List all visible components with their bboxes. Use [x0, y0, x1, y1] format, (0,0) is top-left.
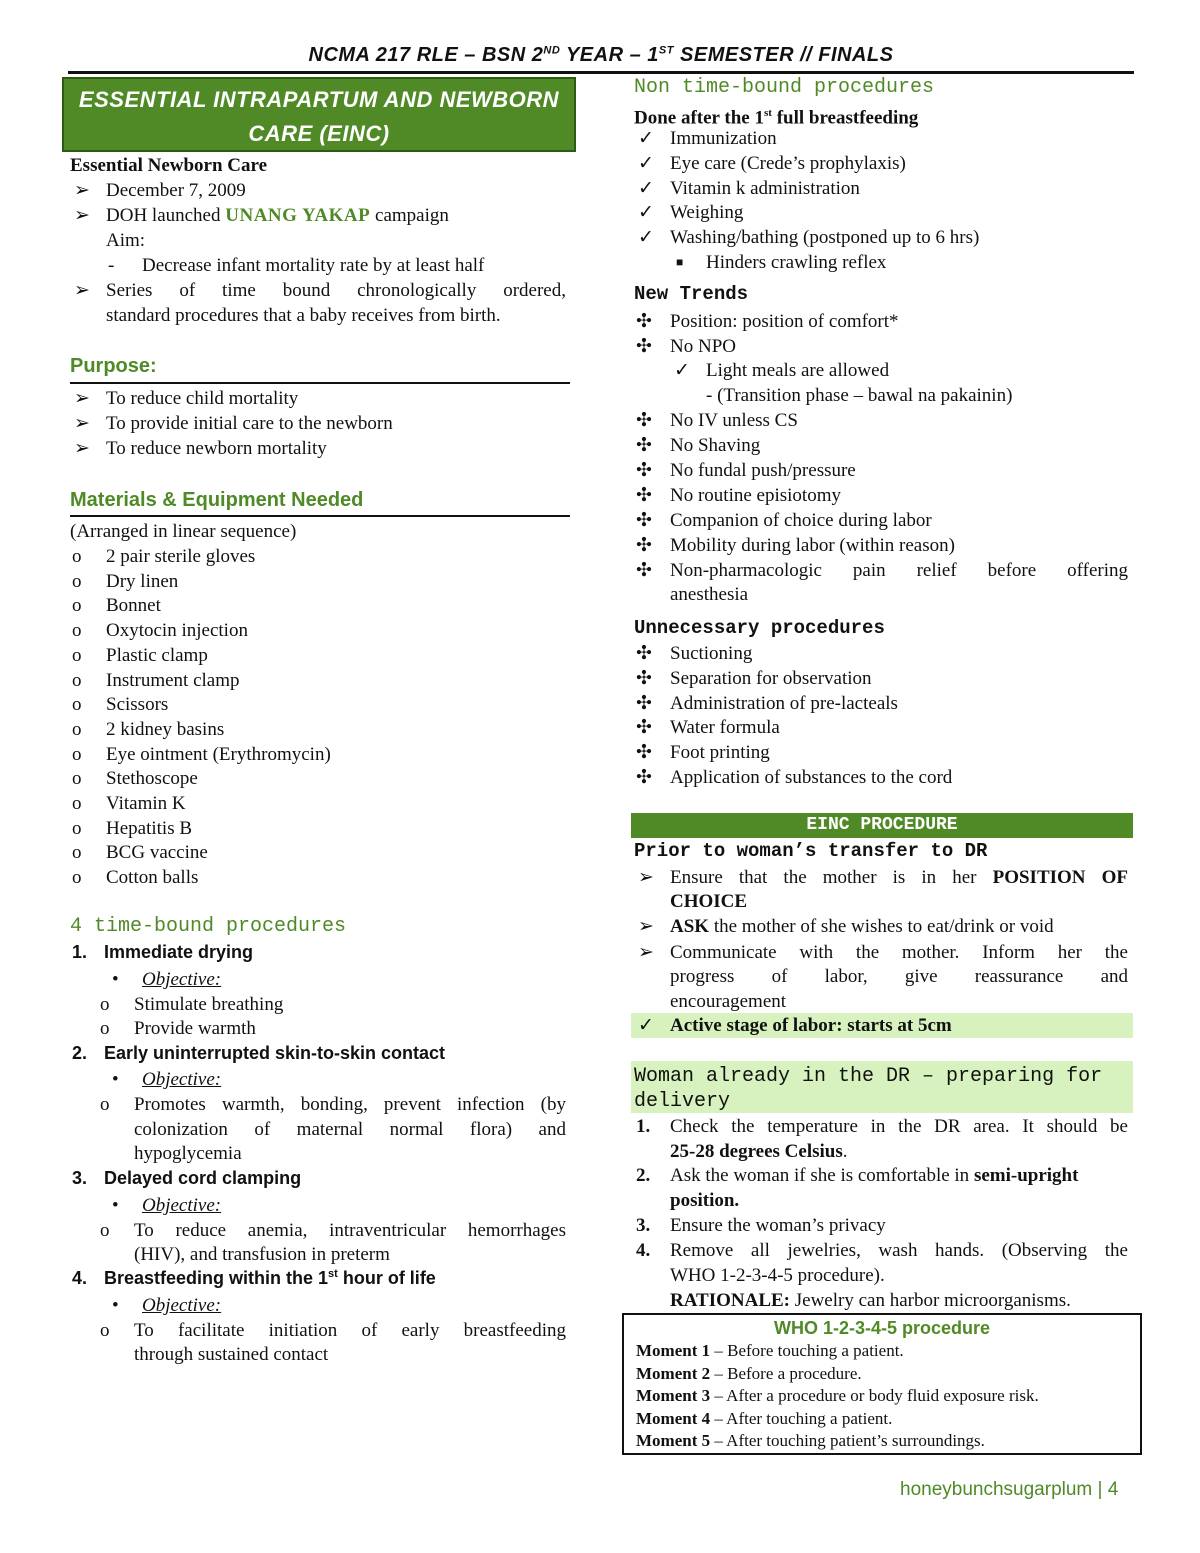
tb4-l1: To facilitate initiation of early breastfeeding — [134, 1320, 566, 1341]
trend-item: No IV unless CS — [670, 410, 798, 431]
disc-icon: • — [112, 969, 119, 990]
arrow-icon: ➢ — [74, 280, 90, 301]
material-item: Scissors — [106, 694, 169, 716]
circle-icon: o — [72, 694, 82, 716]
step-num: 1. — [636, 1116, 651, 1137]
unnecessary-item: Administration of pre-lacteals — [670, 692, 898, 714]
materials-heading: Materials & Equipment Needed — [70, 489, 364, 511]
material-item: Instrument clamp — [106, 669, 240, 691]
step-num: 4. — [636, 1240, 651, 1261]
circle-icon: o — [72, 669, 82, 691]
material-item: Oxytocin injection — [106, 620, 248, 642]
arrow-icon: ➢ — [74, 205, 90, 226]
header-rule — [68, 71, 1134, 74]
nontime-subitem: Hinders crawling reflex — [706, 252, 887, 273]
materials-rule — [70, 515, 570, 517]
circle-icon: o — [100, 1220, 110, 1241]
check-icon: ✓ — [638, 227, 654, 249]
prior-heading: Prior to woman’s transfer to DR — [634, 840, 988, 862]
trends-nonpharm-1: Non-pharmacologic pain relief before offering — [670, 560, 1128, 581]
enc-heading: Essential Newborn Care — [70, 155, 268, 176]
tb3-objective: Objective: — [142, 1195, 222, 1216]
tb2-objective: Objective: — [142, 1069, 222, 1090]
diamond-icon: ✣ — [636, 560, 652, 581]
who-title: WHO 1-2-3-4-5 procedure — [773, 1318, 991, 1338]
enc-launch: DOH launched UNANG YAKAP campaign — [106, 205, 449, 226]
purpose-rule — [70, 382, 570, 384]
tb3-l1: To reduce anemia, intraventricular hemorrhages — [134, 1220, 566, 1241]
tb4-objective: Objective: — [142, 1295, 222, 1316]
circle-icon: o — [72, 620, 82, 642]
enc-aim-item: Decrease infant mortality rate by at least half — [142, 255, 485, 276]
who-moment: Moment 4 – After touching a patient. — [636, 1408, 893, 1428]
tb4-title: Breastfeeding within the 1st hour of life — [104, 1268, 436, 1288]
diamond-icon: ✣ — [636, 459, 652, 481]
circle-icon: o — [100, 1320, 110, 1341]
circle-icon: o — [72, 644, 82, 666]
diamond-icon: ✣ — [636, 509, 652, 531]
dr-heading-1: Woman already in the DR – preparing for — [634, 1065, 1103, 1088]
tb4-num: 4. — [72, 1268, 88, 1288]
nontime-item: Vitamin k administration — [670, 177, 860, 199]
diamond-icon: ✣ — [636, 484, 652, 506]
tb1-o2: Provide warmth — [134, 1018, 256, 1039]
enc-aim-label: Aim: — [106, 230, 146, 251]
unnecessary-item: Application of substances to the cord — [670, 767, 953, 788]
unnecessary-item: Separation for observation — [670, 667, 872, 689]
trends-npo: No NPO — [670, 336, 736, 357]
circle-icon: o — [100, 994, 110, 1015]
tb2-l2: colonization of maternal normal flora) and — [134, 1119, 566, 1140]
purpose-heading: Purpose: — [70, 355, 157, 377]
arrow-icon: ➢ — [74, 180, 90, 201]
circle-icon: o — [100, 1094, 110, 1115]
check-icon: ✓ — [638, 202, 654, 224]
einc-b3-l2: progress of labor, give reassurance and — [670, 966, 1128, 987]
dr-heading-2: delivery — [634, 1090, 731, 1113]
trend-item: No Shaving — [670, 434, 761, 456]
tb3-num: 3. — [72, 1168, 88, 1188]
diamond-icon: ✣ — [636, 717, 652, 739]
unang-yakap: UNANG YAKAP — [225, 205, 371, 226]
purpose-item: To reduce newborn mortality — [106, 438, 327, 459]
unnecessary-item: Water formula — [670, 717, 780, 739]
nontime-item: Eye care (Crede’s prophylaxis) — [670, 152, 906, 174]
arrow-icon: ➢ — [638, 867, 654, 888]
purpose-item: To provide initial care to the newborn — [106, 413, 393, 434]
material-item: Eye ointment (Erythromycin) — [106, 743, 331, 765]
nontime-item: Weighing — [670, 202, 744, 224]
who-moment: Moment 5 – After touching patient’s surroundings. — [636, 1431, 985, 1450]
tb1-o1: Stimulate breathing — [134, 994, 284, 1015]
circle-icon: o — [72, 546, 82, 567]
step4-l2: WHO 1-2-3-4-5 procedure). — [670, 1265, 885, 1286]
trends-transition: - (Transition phase – bawal na pakainin) — [706, 385, 1013, 406]
tb1-num: 1. — [72, 942, 88, 962]
tb2-title: Early uninterrupted skin-to-skin contact — [104, 1043, 446, 1063]
step2-l1: Ask the woman if she is comfortable in semi-upright — [670, 1165, 1079, 1186]
diamond-icon: ✣ — [636, 767, 652, 788]
nontime-item: Immunization — [670, 128, 777, 149]
square-icon: ■ — [676, 255, 684, 269]
page-header: NCMA 217 RLE – BSN 2ND YEAR – 1ST SEMESTER // FINALS — [308, 44, 894, 66]
diamond-icon: ✣ — [636, 667, 652, 689]
step1-l1: Check the temperature in the DR area. It should be — [670, 1116, 1128, 1137]
circle-icon: o — [72, 768, 82, 790]
circle-icon: o — [100, 1018, 110, 1039]
enc-series-1: Series of time bound chronologically ordered, — [106, 280, 566, 301]
diamond-icon: ✣ — [636, 534, 652, 556]
circle-icon: o — [72, 743, 82, 765]
who-box — [622, 1313, 1142, 1455]
enc-date: December 7, 2009 — [106, 180, 246, 201]
tb2-num: 2. — [72, 1043, 88, 1063]
trends-position: Position: position of comfort* — [670, 311, 899, 332]
who-moment: Moment 1 – Before touching a patient. — [636, 1341, 904, 1360]
enc-series-2: standard procedures that a baby receives from birth. — [106, 305, 501, 326]
step2-l2: position. — [670, 1190, 740, 1211]
check-icon: ✓ — [674, 360, 690, 381]
einc-b1-l1: Ensure that the mother is in her POSITION OF — [670, 867, 1128, 888]
material-item: Plastic clamp — [106, 644, 208, 666]
check-icon: ✓ — [638, 1015, 654, 1036]
circle-icon: o — [72, 817, 82, 839]
arrow-icon: ➢ — [74, 388, 90, 409]
material-item: Bonnet — [106, 595, 161, 617]
disc-icon: • — [112, 1069, 119, 1090]
step-num: 2. — [636, 1165, 651, 1186]
who-moment: Moment 3 – After a procedure or body fluid exposure risk. — [636, 1386, 1039, 1405]
circle-icon: o — [72, 718, 82, 740]
trend-item: Mobility during labor (within reason) — [670, 534, 955, 556]
unnecessary-item: Foot printing — [670, 742, 770, 764]
disc-icon: • — [112, 1295, 119, 1316]
page-footer: honeybunchsugarplum | 4 — [900, 1479, 1119, 1500]
check-icon: ✓ — [638, 152, 654, 174]
diamond-icon: ✣ — [636, 410, 652, 431]
material-item: 2 kidney basins — [106, 718, 225, 740]
trends-light: Light meals are allowed — [706, 360, 890, 381]
title-line-2: CARE (EINC) — [248, 121, 390, 146]
circle-icon: o — [72, 793, 82, 814]
tb3-l2: (HIV), and transfusion in preterm — [134, 1244, 390, 1265]
diamond-icon: ✣ — [636, 434, 652, 456]
diamond-icon: ✣ — [636, 692, 652, 714]
circle-icon: o — [72, 842, 82, 864]
material-item: Hepatitis B — [106, 817, 193, 839]
diamond-icon: ✣ — [636, 311, 652, 332]
materials-note: (Arranged in linear sequence) — [70, 521, 297, 542]
step3: Ensure the woman’s privacy — [670, 1215, 886, 1236]
step4-l3: RATIONALE: Jewelry can harbor microorganisms. — [670, 1290, 1071, 1311]
circle-icon: o — [72, 595, 82, 617]
trend-item: No fundal push/pressure — [670, 459, 856, 481]
trends-heading: New Trends — [634, 283, 749, 305]
unnecessary-heading: Unnecessary procedures — [634, 617, 885, 639]
material-item: 2 pair sterile gloves — [106, 546, 256, 567]
einc-b3-l3: encouragement — [670, 991, 787, 1012]
title-line-1: ESSENTIAL INTRAPARTUM AND NEWBORN — [78, 87, 560, 112]
material-item: Cotton balls — [106, 867, 199, 889]
trends-nonpharm-2: anesthesia — [670, 584, 749, 605]
einc-b3-l1: Communicate with the mother. Inform her the — [670, 942, 1128, 963]
einc-procedure-bar: EINC PROCEDURE — [631, 813, 1133, 838]
diamond-icon: ✣ — [636, 742, 652, 764]
circle-icon: o — [72, 570, 82, 592]
material-item: Dry linen — [106, 570, 179, 592]
einc-b2: ASK the mother of she wishes to eat/drink or void — [670, 916, 1054, 937]
step-num: 3. — [636, 1215, 651, 1236]
einc-active: Active stage of labor: starts at 5cm — [670, 1015, 952, 1036]
nontime-heading: Non time-bound procedures — [634, 76, 935, 99]
check-icon: ✓ — [638, 177, 654, 199]
einc-b1-l2: CHOICE — [670, 891, 748, 912]
tb1-objective: Objective: — [142, 969, 222, 990]
nontime-sub: Done after the 1st full breastfeeding — [634, 107, 919, 129]
circle-icon: o — [72, 867, 82, 889]
tb1-title: Immediate drying — [104, 942, 254, 962]
arrow-icon: ➢ — [638, 916, 654, 937]
unnecessary-item: Suctioning — [670, 643, 753, 664]
purpose-item: To reduce child mortality — [106, 388, 299, 409]
nontime-item: Washing/bathing (postponed up to 6 hrs) — [670, 227, 980, 249]
dash-icon: - — [108, 255, 115, 276]
material-item: Stethoscope — [106, 768, 198, 790]
trend-item: Companion of choice during labor — [670, 509, 932, 531]
tb4-l2: through sustained contact — [134, 1344, 329, 1365]
arrow-icon: ➢ — [74, 438, 90, 459]
check-icon: ✓ — [638, 128, 654, 149]
disc-icon: • — [112, 1195, 119, 1216]
tb2-l1: Promotes warmth, bonding, prevent infection (by — [134, 1094, 566, 1115]
arrow-icon: ➢ — [74, 413, 90, 434]
arrow-icon: ➢ — [638, 942, 654, 963]
step4-l1: Remove all jewelries, wash hands. (Observing the — [670, 1240, 1128, 1261]
timebound-heading: 4 time-bound procedures — [70, 915, 347, 938]
tb3-title: Delayed cord clamping — [104, 1168, 302, 1188]
title-box — [62, 77, 576, 152]
trend-item: No routine episiotomy — [670, 484, 841, 506]
material-item: Vitamin K — [106, 793, 186, 814]
who-moment: Moment 2 – Before a procedure. — [636, 1363, 862, 1383]
diamond-icon: ✣ — [636, 336, 652, 357]
tb2-l3: hypoglycemia — [134, 1143, 242, 1164]
diamond-icon: ✣ — [636, 643, 652, 664]
step1-l2: 25-28 degrees Celsius. — [670, 1141, 848, 1162]
material-item: BCG vaccine — [106, 842, 208, 864]
